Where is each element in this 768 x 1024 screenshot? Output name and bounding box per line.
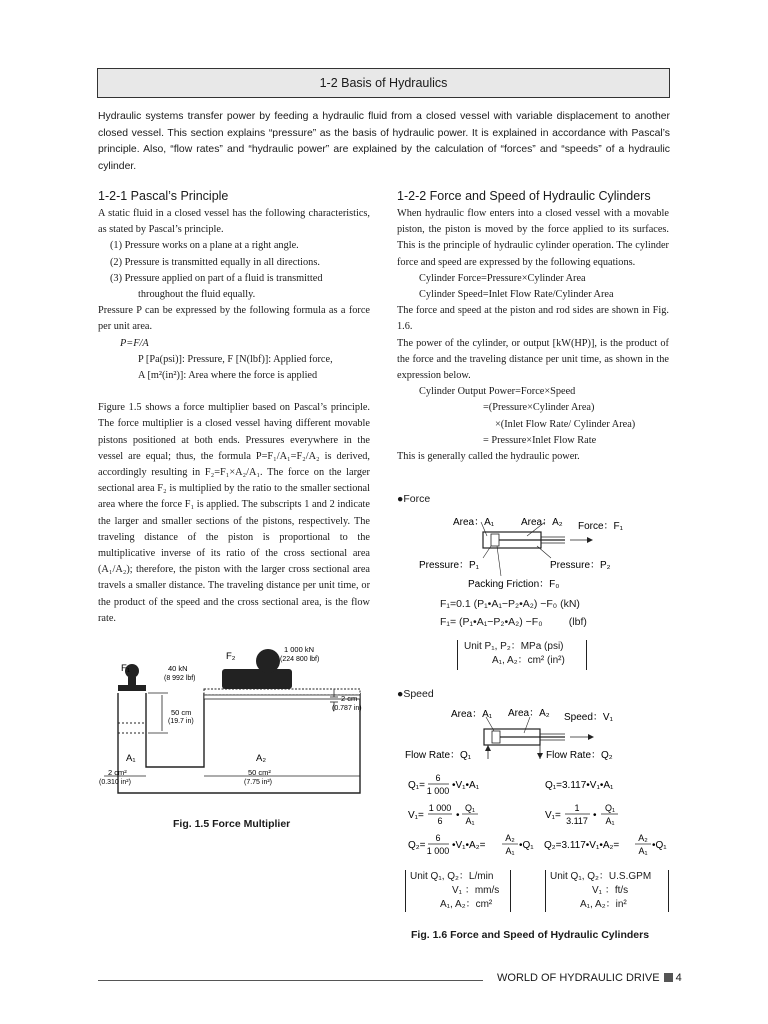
pascal-paragraph-2: Pressure P can be expressed by the following formula as a force per unit area. [98,305,370,333]
footer-title: WORLD OF HYDRAULIC DRIVE [497,972,660,984]
pascal-item-1: (1) Pressure works on a plane at a right angle. [110,240,299,252]
d1-label: 50 cm [171,708,192,717]
v1-left-den2: A₁ [465,816,475,826]
speed-unit-us-box [545,870,669,912]
unit-si-line-3: A₁, A₂：cm² [440,899,493,910]
force-section-label: ●Force [397,493,431,505]
pascal-paragraph-1: A static fluid in a closed vessel has the following characteristics, as stated by Pascal’s principle. [98,208,370,236]
output-eq-2: =(Pressure×Cylinder Area) [483,402,595,414]
force-unit-line-2: A₁, A₂：cm² (in²) [492,655,565,666]
d2-sub-label: (0.787 in) [332,705,362,712]
v1-right-den: 3.117 [566,816,588,826]
cylinder-force-eq: Cylinder Force=Pressure×Cylinder Area [419,272,586,284]
d1-sub-label: (19.7 in) [168,718,194,725]
pascal-item-3: (3) Pressure applied on part of a fluid is transmitted [110,272,323,284]
w1-sub-label: (8 992 lbf) [164,675,196,682]
v1-left-pre: V₁= [408,810,424,821]
intro-paragraph: Hydraulic systems transfer power by feeding a hydraulic fluid from a closed vessel with variable displacement to another closed vessel. This section explains “pressure” as the basis of hydraulic power. It is explained in accordance with Pascal’s principle. Also, “flow rates” and “hydraulic power” are explained by the calculation of “forces” and “speeds” of a hydraulic cylinder. [98,111,670,172]
speed-area2-label: Area：A₂ [508,708,550,719]
square-icon [664,973,673,982]
output-eq-4: = Pressure×Inlet Flow Rate [483,434,597,446]
force-area2-label: Area：A₂ [521,517,563,528]
unit-us-line-3: A₁, A₂：in² [580,899,627,910]
speed-q1-label: Flow Rate：Q₁ [405,750,472,761]
force-f1-label: Force：F₁ [578,521,624,532]
v1-left-den: 6 [437,816,443,826]
v1-right-den2: A₁ [605,816,615,826]
w1-label: 40 kN [168,664,188,673]
unit-us-line-2: V₁ ：ft/s [592,885,629,896]
q2-left-mid: •V₁•A₂= [452,840,486,851]
a1-label: A₁ [126,753,136,764]
q2-right-pre: Q₂=3.117•V₁•A₂= [544,840,620,851]
s1-sub-label: (0.310 in²) [99,779,131,786]
v1-left-num2: Q₁ [464,803,476,813]
speed-q2-label: Flow Rate：Q₂ [546,750,613,761]
q1-left-num: 6 [435,773,441,783]
force-friction-label: Packing Friction：F₀ [468,579,560,590]
right-column [397,188,669,465]
cylinder-paragraph-3: The power of the cylinder, or output [kW(HP)], is the product of the force and the traveling distance per unit time, as shown in the expression below. [397,337,669,382]
v1-left-num: 1 000 [428,803,452,813]
q1-right: Q₁=3.117•V₁•A₁ [545,780,614,791]
a2-label: A₂ [256,753,267,764]
speed-piston [492,731,500,743]
force-unit-line-1: Unit P₁, P₂：MPa (psi) [464,641,564,652]
footer-rule [98,980,483,981]
force-eq-lbf: F₁= (P₁•A₁−P₂•A₂) −F₀ (lbf) [440,616,587,628]
left-column [98,188,370,627]
v1-right-num: 1 [574,803,580,813]
force-piston [491,534,499,546]
q1-left-den: 1 000 [426,786,450,796]
force-p2-label: Pressure：P₂ [550,560,611,571]
q2-left-num: 6 [435,833,441,843]
speed-cylinder-figure [400,703,665,763]
q2-left-num2: A₂ [505,833,515,843]
v1-right-dot: • [593,810,597,821]
cylinder-paragraph-1: When hydraulic flow enters into a closed vessel with a movable piston, the piston is moved by the force applied to its surfaces. This is the principle of hydraulic cylinder operation. The cylinder force and speed are expressed by the following equations. [397,208,669,268]
fig-1-6-caption: Fig. 1.6 Force and Speed of Hydraulic Cylinders [411,929,650,941]
force-p1-label: Pressure：P₁ [419,560,480,571]
q1-left-post: •V₁•A₁ [452,780,480,791]
pascal-formula: P=F/A [120,337,149,349]
q2-right-post: •Q₁ [652,840,667,851]
small-piston [118,685,146,691]
unit-si-line-2: V₁ ：mm/s [452,885,500,896]
page-number: 4 [675,972,682,984]
speed-v1-label: Speed：V₁ [564,712,613,723]
q2-right-num: A₂ [638,833,648,843]
cylinder-heading: 1-2-2 Force and Speed of Hydraulic Cylinders [397,189,651,203]
v1-left-dot: • [456,810,460,821]
v1-right-pre: V₁= [545,810,561,821]
w2-label: 1 000 kN [284,645,315,654]
f1-label: F₁ [120,663,130,674]
fig-1-5-caption: Fig. 1.5 Force Multiplier [173,818,291,830]
q2-left-post: •Q₁ [519,840,534,851]
pascal-item-3-cont: throughout the fluid equally. [138,289,256,301]
small-piston-lower [118,723,146,733]
s2-label: 50 cm² [248,768,271,777]
pascal-item-2: (2) Pressure is transmitted equally in all directions. [110,256,320,268]
unit-si-line-1: Unit Q₁, Q₂：L/min [410,871,494,882]
force-eq-kn: F₁=0.1 (P₁•A₁−P₂•A₂) −F₀ (kN) [440,598,580,610]
f2-label: F₂ [226,651,236,662]
force-multiplier-figure [98,645,373,815]
speed-unit-si-box [405,870,511,912]
speed-equations [400,768,670,860]
v1-right-num2: Q₁ [604,803,616,813]
force-cylinder-figure [415,510,665,595]
vessel-outline [118,693,360,793]
q2-left-pre: Q₂= [408,840,426,851]
pascal-def-2: A [m²(in²)]: Area where the force is applied [138,370,318,382]
unit-us-line-1: Unit Q₁, Q₂：U.S.GPM [550,871,652,882]
cylinder-paragraph-4: This is generally called the hydraulic power. [397,451,580,463]
q2-left-den: 1 000 [426,846,450,856]
d2-label: 2 cm [341,694,358,703]
pascal-heading: 1-2-1 Pascal’s Principle [98,189,229,203]
q1-left-pre: Q₁= [408,780,425,791]
pascal-paragraph-3: Figure 1.5 shows a force multiplier based on Pascal’s principle. The force multiplier is a closed vessel having different movable pistons positioned at both ends. Pressures everywhere in the vessel are equal; thus, the formula P=F₁/A₁=F₂/A₂ is derived, accordingly resulting in F₂=F₁×A₂/A₁. The force on the larger sectional area F₂ is multiplied by the ratio to the smaller sectional area where the force F₁ is applied. The subscripts 1 and 2 indicate the larger and smaller sections of the pistons, respectively. The traveling distance of the piston is proportional to the multiplicative inverse of its ratio of the cross sectional area (A₁/A₂); therefore, the piston with the larger cross sectional area travels a smaller distance. The traveling distance per unit time, or the product of the speed and the cross sectional area, is the flow rate. [98,402,370,624]
vessel-divider [146,693,204,767]
s1-label: 2 cm² [108,768,127,777]
section-title: 1-2 Basis of Hydraulics [97,68,670,98]
w2-sub-label: (224 800 lbf) [280,656,320,663]
output-eq-1: Cylinder Output Power=Force×Speed [419,386,576,398]
cylinder-speed-eq: Cylinder Speed=Inlet Flow Rate/Cylinder Area [419,289,614,301]
speed-area1-label: Area：A₁ [451,709,493,720]
q2-left-den2: A₁ [505,846,515,856]
large-piston-dashed [204,689,360,695]
large-weight [222,669,292,689]
q2-right-den: A₁ [638,846,648,856]
pascal-def-1: P [Pa(psi)]: Pressure, F [N(lbf)]: Applied force, [138,353,333,365]
force-area1-label: Area：A₁ [453,517,495,528]
footer [497,972,682,984]
cylinder-paragraph-2: The force and speed at the piston and rod sides are shown in Fig. 1.6. [397,305,669,333]
force-unit-box [457,640,587,670]
output-eq-3: ×(Inlet Flow Rate/ Cylinder Area) [495,418,636,430]
s2-sub-label: (7.75 in²) [244,779,273,786]
speed-section-label: ●Speed [397,688,434,700]
